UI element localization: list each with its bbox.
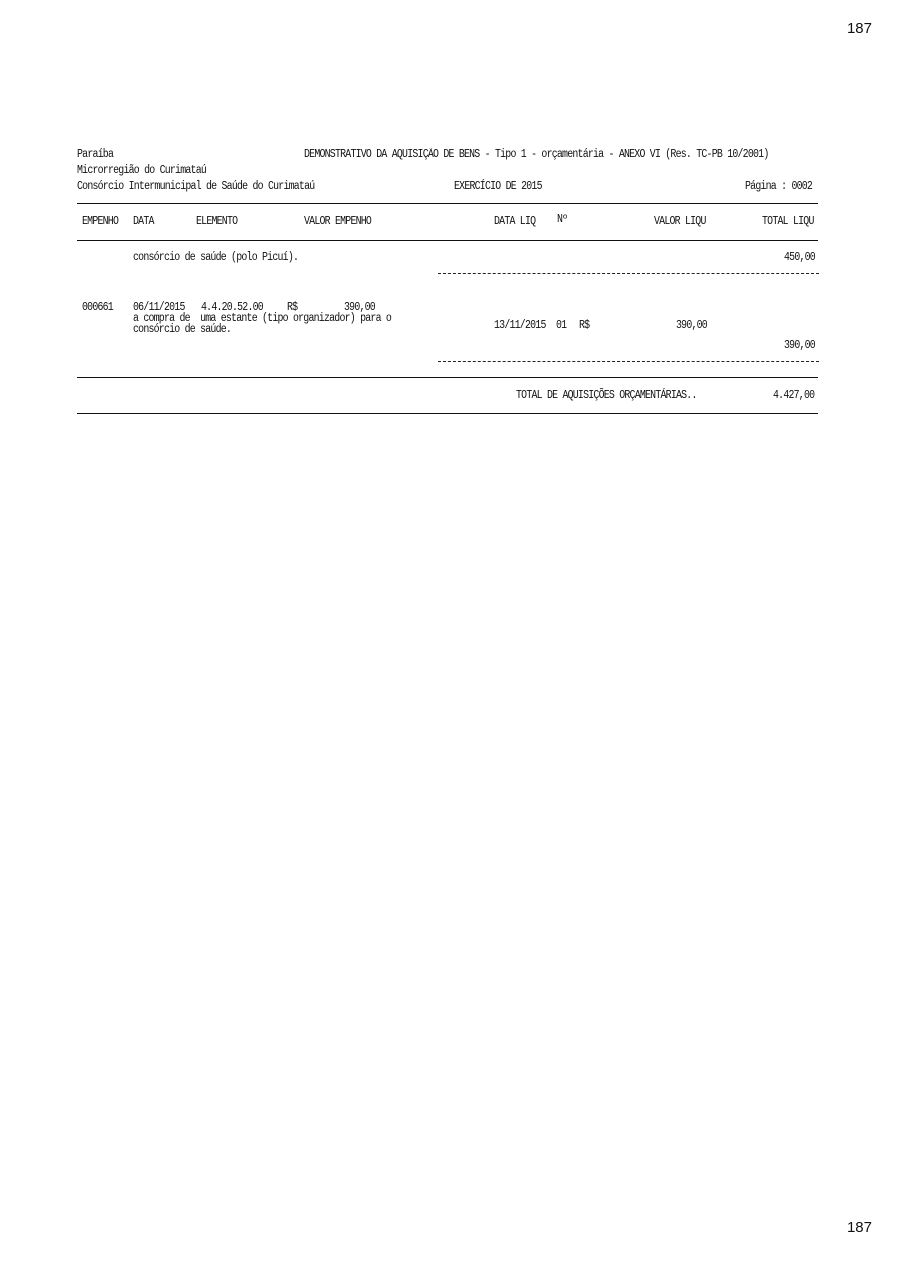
footer-total-label: TOTAL DE AQUISIÇÕES ORÇAMENTÁRIAS..: [516, 389, 697, 402]
col-empenho: EMPENHO: [82, 215, 119, 228]
col-valor-liqu: VALOR LIQU: [654, 215, 706, 228]
entry-elemento: 4.4.20.52.00: [201, 301, 263, 314]
entry-dashed-rule: [438, 361, 819, 362]
columns-rule: [77, 240, 818, 241]
page-number-bottom: 187: [846, 1219, 872, 1236]
col-valor-empenho: VALOR EMPENHO: [304, 215, 372, 228]
entry-description-line2: consórcio de saúde.: [133, 323, 232, 336]
col-total-liqu: TOTAL LIQU: [762, 215, 814, 228]
header-region: Microrregião do Curimataú: [77, 164, 207, 177]
entry-numero: 01: [556, 319, 567, 332]
header-rule: [77, 203, 818, 204]
entry-valor-empenho: 390,00: [344, 301, 375, 314]
totals-bottom-rule: [77, 413, 818, 414]
col-numero: Nº: [557, 213, 568, 226]
entry-total: 390,00: [784, 339, 815, 352]
entry-description-line1: a compra de uma estante (tipo organizador) para o: [133, 312, 392, 325]
continuation-description: consórcio de saúde (polo Picuí).: [133, 251, 299, 264]
entry-empenho: 000661: [82, 301, 113, 314]
header-state: Paraíba: [77, 148, 114, 161]
report-title: DEMONSTRATIVO DA AQUISIÇÃO DE BENS - Tipo 1 - orçamentária - ANEXO VI (Res. TC-PB 10/2001): [304, 148, 769, 161]
totals-top-rule: [77, 377, 818, 378]
header-entity: Consórcio Intermunicipal de Saúde do Curimataú: [77, 180, 315, 193]
header-page: Página : 0002: [745, 180, 813, 193]
continuation-dashed-rule: [438, 273, 819, 274]
page-number-top: 187: [846, 20, 872, 37]
entry-valor-liqu: 390,00: [676, 319, 707, 332]
footer-total-value: 4.427,00: [773, 389, 815, 402]
entry-liq-currency: R$: [579, 319, 590, 332]
entry-data-liq: 13/11/2015: [494, 319, 546, 332]
col-data: DATA: [133, 215, 154, 228]
entry-data: 06/11/2015: [133, 301, 185, 314]
continuation-total: 450,00: [784, 251, 815, 264]
col-elemento: ELEMENTO: [196, 215, 238, 228]
header-exercise: EXERCÍCIO DE 2015: [454, 180, 542, 193]
entry-currency: R$: [287, 301, 298, 314]
col-data-liq: DATA LIQ: [494, 215, 536, 228]
